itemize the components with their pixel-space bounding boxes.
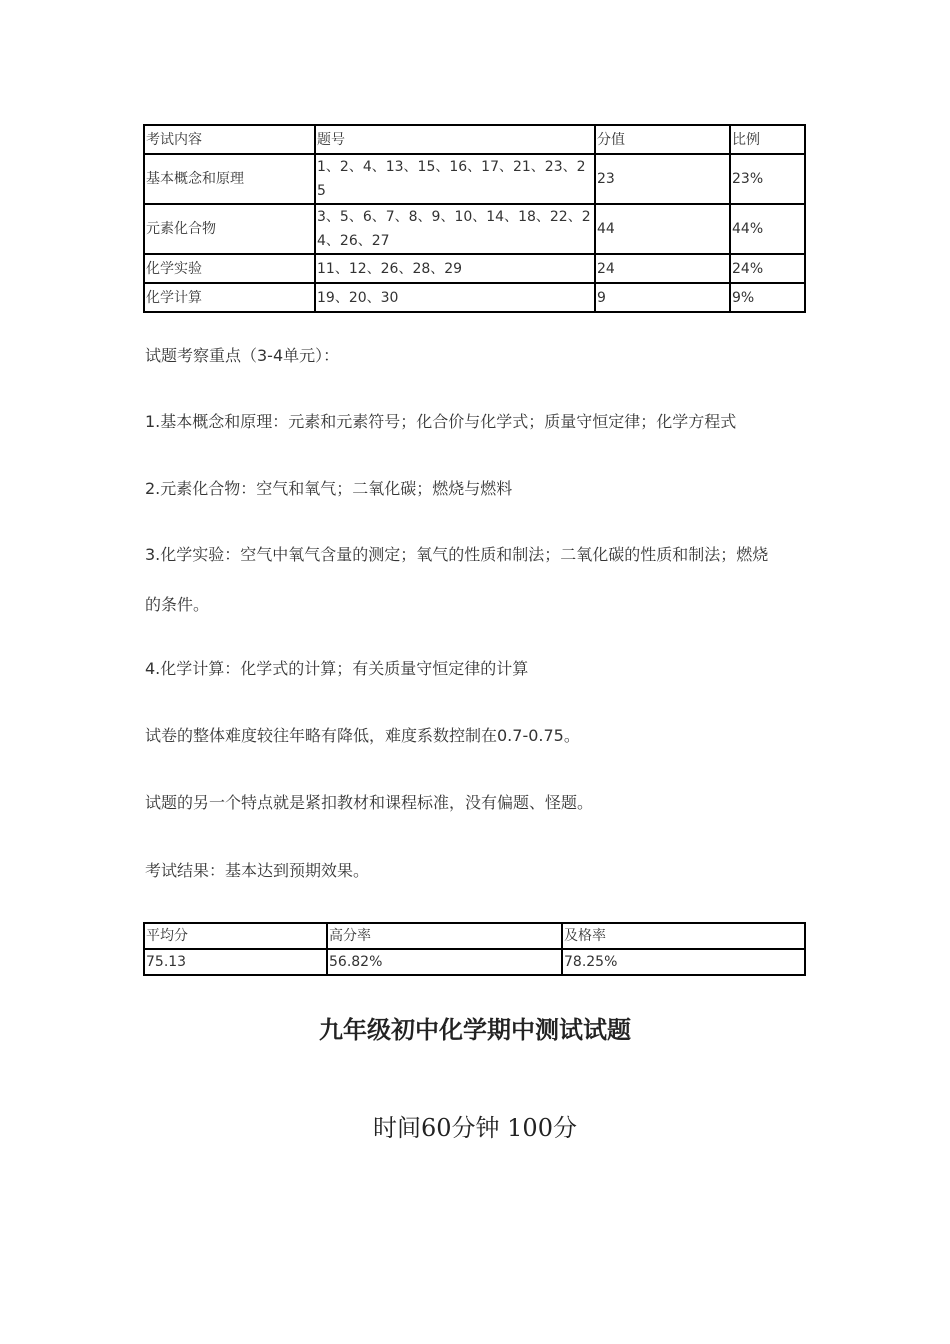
table-cell: 化学实验 <box>144 254 315 283</box>
score-summary-table <box>143 922 806 976</box>
result-paragraph: 考试结果：基本达到预期效果。 <box>145 861 370 880</box>
table-cell: 19、20、30 <box>315 283 595 312</box>
header-cell: 及格率 <box>562 923 805 949</box>
header-cell: 分值 <box>595 125 730 154</box>
content-distribution-table <box>143 124 806 313</box>
table-cell: 11、12、26、28、29 <box>315 254 595 283</box>
difficulty-paragraph: 试卷的整体难度较往年略有降低，难度系数控制在0.7-0.75。 <box>145 726 580 745</box>
feature-paragraph: 试题的另一个特点就是紧扣教材和课程标准，没有偏题、怪题。 <box>145 793 594 812</box>
header-cell: 考试内容 <box>144 125 315 154</box>
header-cell: 比例 <box>730 125 805 154</box>
table-row <box>144 949 805 975</box>
focus-point: 1.基本概念和原理：元素和元素符号；化合价与化学式；质量守恒定律；化学方程式 <box>145 412 737 431</box>
table-cell: 3、5、6、7、8、9、10、14、18、22、24、26、27 <box>315 204 595 254</box>
table-row <box>144 154 805 204</box>
table-cell: 56.82% <box>327 949 562 975</box>
focus-point: 3.化学实验：空气中氧气含量的测定；氧气的性质和制法；二氧化碳的性质和制法；燃烧 <box>145 545 769 564</box>
table-header-row <box>144 923 805 949</box>
focus-point: 4.化学计算：化学式的计算；有关质量守恒定律的计算 <box>145 659 529 678</box>
table-cell: 24% <box>730 254 805 283</box>
table-cell: 44 <box>595 204 730 254</box>
table-cell: 78.25% <box>562 949 805 975</box>
table-cell: 23% <box>730 154 805 204</box>
focus-point: 2.元素化合物：空气和氧气；二氧化碳；燃烧与燃料 <box>145 479 513 498</box>
table-row <box>144 204 805 254</box>
header-cell: 高分率 <box>327 923 562 949</box>
focus-point-continued: 的条件。 <box>145 595 210 614</box>
table-cell: 44% <box>730 204 805 254</box>
table-cell: 75.13 <box>144 949 327 975</box>
header-cell: 平均分 <box>144 923 327 949</box>
table-cell: 24 <box>595 254 730 283</box>
table-cell: 化学计算 <box>144 283 315 312</box>
table-cell: 元素化合物 <box>144 204 315 254</box>
header-cell: 题号 <box>315 125 595 154</box>
table-cell: 1、2、4、13、15、16、17、21、23、25 <box>315 154 595 204</box>
table-row <box>144 254 805 283</box>
focus-heading: 试题考察重点（3-4单元）： <box>145 346 340 365</box>
table-cell: 9% <box>730 283 805 312</box>
exam-title: 九年级初中化学期中测试试题 <box>319 1015 631 1044</box>
table-cell: 基本概念和原理 <box>144 154 315 204</box>
table-cell: 23 <box>595 154 730 204</box>
table-row <box>144 283 805 312</box>
exam-subtitle: 时间60分钟 100分 <box>373 1114 577 1142</box>
table-header-row <box>144 125 805 154</box>
table-cell: 9 <box>595 283 730 312</box>
